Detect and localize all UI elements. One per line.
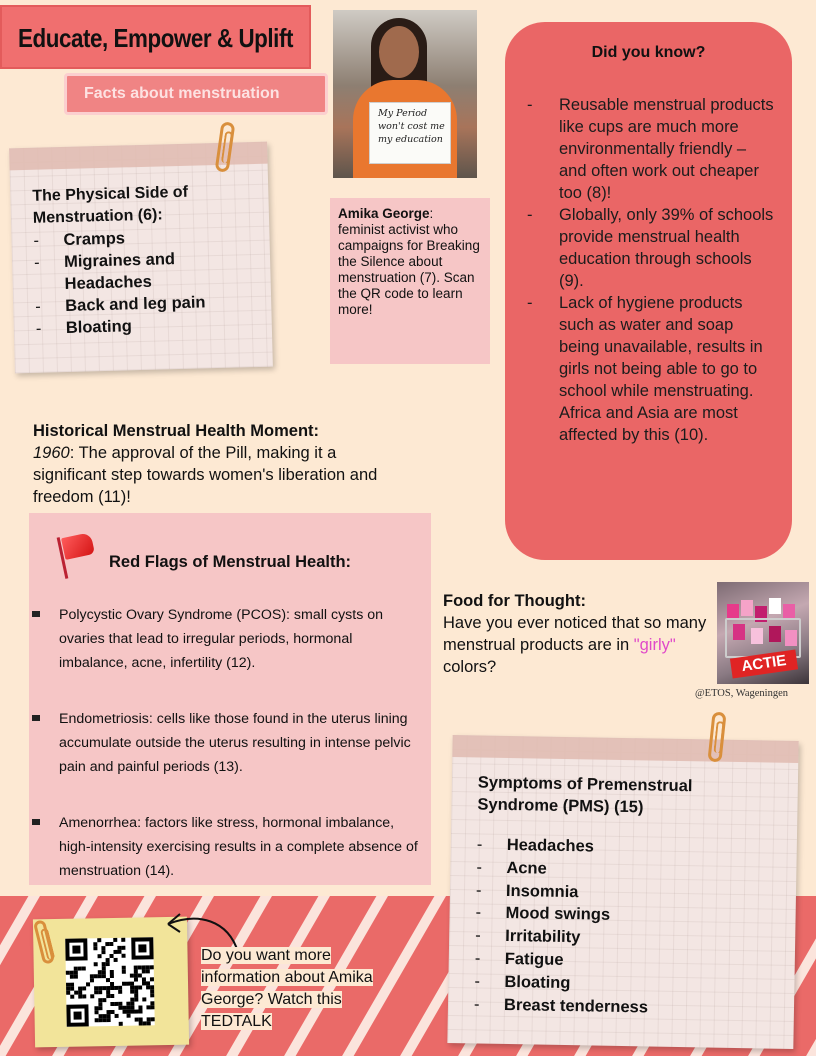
qr-module: [86, 982, 90, 986]
qr-module: [118, 990, 122, 994]
qr-module: [102, 998, 106, 1002]
red-flags-heading: Red Flags of Menstrual Health:: [109, 553, 352, 571]
list-item: - Lack of hygiene products such as water and soap being unavailable, results in girls not being able to go to school while menstruating. Africa and Asia are most affected by this (10).: [527, 292, 777, 446]
qr-module: [110, 994, 114, 998]
list-item: - Breast tenderness: [474, 993, 648, 1019]
did-you-know-heading: Did you know?: [591, 44, 706, 61]
qr-module: [121, 938, 125, 942]
list-item: - Headaches: [477, 833, 651, 859]
qr-module: [134, 978, 138, 982]
cart-sign: ACTIE: [730, 650, 798, 679]
qr-module: [82, 986, 86, 990]
qr-module: [106, 962, 110, 966]
photo-face: [379, 26, 419, 78]
qr-module: [109, 942, 113, 946]
qr-module: [146, 969, 150, 973]
physical-heading: The Physical Side of Menstruation (6):: [32, 183, 189, 227]
list-item: Amenorrhea: factors like stress, hormonal imbalance, high-intensity exercising results in a complete absence of menstruation (14).: [29, 811, 424, 883]
physical-list: [33, 225, 236, 340]
qr-module: [82, 966, 86, 970]
list-item: - Migraines and Headaches: [34, 247, 225, 296]
qr-module: [127, 1014, 131, 1018]
historical-moment: [33, 420, 403, 508]
pms-heading: Symptoms of Premenstrual Syndrome (PMS) (15): [477, 773, 693, 817]
qr-module: [70, 995, 74, 999]
qr-module: [134, 998, 138, 1002]
sign-line-1: My Period: [378, 108, 428, 119]
history-heading: Historical Menstrual Health Moment:: [33, 422, 320, 440]
food-text-after: colors?: [443, 658, 497, 676]
qr-module: [150, 977, 154, 981]
photo-caption: [330, 198, 490, 364]
qr-code-icon[interactable]: [65, 937, 155, 1027]
qr-module: [90, 978, 94, 982]
red-flags-panel: [29, 513, 431, 885]
history-text: : The approval of the Pill, making it a significant step towards women's liberation and freedom (11)!: [33, 444, 378, 506]
food-highlight: "girly": [633, 636, 676, 654]
pms-note: [447, 735, 798, 1049]
qr-module: [138, 1009, 142, 1013]
caption-name: Amika George: [338, 206, 430, 221]
qr-module: [115, 1014, 119, 1018]
physical-side-note: [9, 142, 273, 374]
list-item: - Fatigue: [475, 947, 649, 973]
ted-text: Do you want more information about Amika George? Watch this TEDTALK: [201, 947, 373, 1030]
sign-line-2: won't cost me: [378, 121, 445, 132]
history-year: 1960: [33, 444, 70, 462]
qr-module: [113, 938, 117, 942]
list-item: Polycystic Ovary Syndrome (PCOS): small cysts on ovaries that lead to irregular periods, hormonal imbalance, acne, infertility (12).: [29, 603, 424, 675]
list-item: - Mood swings: [475, 902, 649, 928]
list-item: - Acne: [476, 856, 650, 882]
list-item: - Cramps: [33, 225, 234, 252]
qr-module: [93, 946, 97, 950]
qr-module: [98, 1006, 102, 1010]
qr-module: [150, 1005, 154, 1009]
pms-list: [474, 833, 651, 1018]
qr-module: [151, 1017, 155, 1021]
did-you-know-list: [527, 94, 777, 446]
page-title: Educate, Empower & Uplift: [18, 23, 293, 53]
qr-module: [110, 974, 114, 978]
qr-module: [150, 965, 154, 969]
qr-module: [98, 954, 102, 958]
food-text-before: Have you ever noticed that so many menstrual products are in: [443, 614, 707, 654]
subtitle-banner: [64, 73, 328, 115]
qr-module: [82, 994, 86, 998]
qr-module: [101, 950, 105, 954]
list-item: - Back and leg pain: [35, 291, 236, 318]
qr-module: [114, 958, 118, 962]
qr-module: [74, 975, 78, 979]
list-item: Endometriosis: cells like those found in the uterus lining accumulate outside the uterus resulting in intense pelvic pain and painful periods (13).: [29, 707, 424, 779]
qr-module: [90, 994, 94, 998]
qr-module: [142, 997, 146, 1001]
did-you-know-panel: [505, 22, 792, 560]
list-item: - Insomnia: [476, 879, 650, 905]
food-for-thought: [443, 590, 713, 678]
note-tape: [452, 735, 798, 763]
qr-module: [121, 946, 125, 950]
title-banner: [0, 5, 311, 69]
list-item: - Reusable menstrual products like cups are much more environmentally friendly – and often work out cheaper too (8)!: [527, 94, 777, 204]
qr-module: [150, 993, 154, 997]
qr-module: [122, 954, 126, 958]
qr-module: [107, 1018, 111, 1022]
qr-module: [97, 938, 101, 942]
shopping-cart-photo: [717, 582, 809, 684]
protest-sign: [369, 102, 451, 164]
photo-credit: @ETOS, Wageningen: [695, 688, 789, 699]
page-subtitle: Facts about menstruation: [84, 85, 280, 102]
qr-module: [122, 970, 126, 974]
qr-module: [147, 1021, 151, 1025]
list-item: - Bloating: [474, 970, 648, 996]
caption-text: : feminist activist who campaigns for Breaking the Silence about menstruation (7). Scan the QR code to learn more!: [338, 206, 480, 317]
qr-module: [94, 962, 98, 966]
food-heading: Food for Thought:: [443, 592, 586, 610]
qr-module: [98, 990, 102, 994]
list-item: - Bloating: [36, 313, 237, 340]
red-flag-icon: [59, 533, 99, 581]
sign-line-3: my education: [378, 134, 443, 145]
activist-photo: [333, 10, 477, 178]
list-item: - Irritability: [475, 925, 649, 951]
list-item: - Globally, only 39% of schools provide menstrual health education through schools (9).: [527, 204, 777, 292]
qr-module: [119, 1022, 123, 1026]
ted-talk-prompt: [201, 945, 411, 1033]
qr-module: [138, 985, 142, 989]
